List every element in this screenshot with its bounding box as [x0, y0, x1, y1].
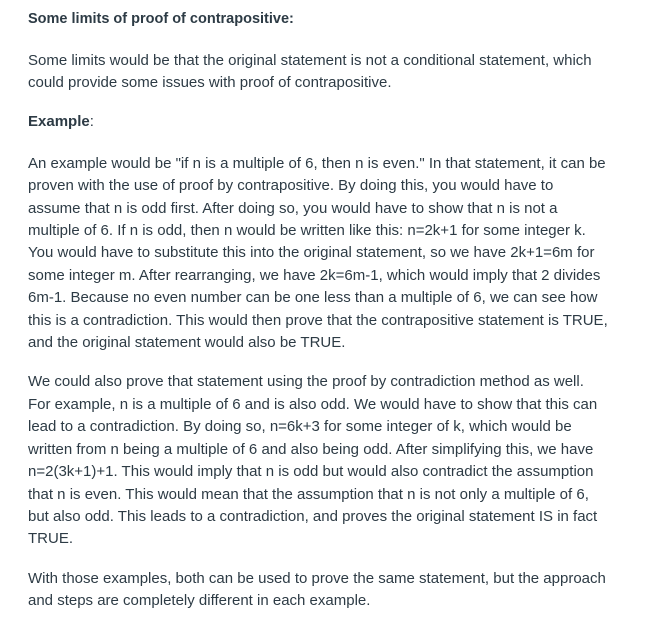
conclusion-paragraph: With those examples, both can be used to prove the same statement, but the approach and steps are completely different in each example. [28, 569, 606, 610]
example-paragraph-contradiction: We could also prove that statement using the proof by contradiction method as well. For example, n is a multiple of 6 and is also odd. We would have to show that this can lead to a contradiction. By doing so, n=6k+3 for some integer of k, which would be written from n being a multiple of 6 and also being odd. After simplifying this, we have n=2(3k+1)+1. This would imply that n is odd but would also contradict the assumption that n is even. This would mean that the assumption that n is not only a multiple of 6, but also odd. This leads to a contradiction, and proves the original statement IS in fact TRUE. [28, 373, 598, 548]
example-label-colon: : [89, 112, 94, 130]
example-label-text: Example [28, 112, 90, 130]
limits-paragraph: Some limits would be that the original statement is not a conditional statement, which could provide some issues with proof of contrapositive. [28, 52, 592, 92]
example-label [28, 111, 608, 133]
document-body [28, 0, 608, 613]
example-paragraph-contrapositive: An example would be "if n is a multiple of 6, then n is even." In that statement, it can be proven with the use of proof by contrapositive. By doing this, you would have to assume that n is odd first. After doing so, you would have to show that n is not a multiple of 6. If n is odd, then n would be written like this: n=2k+1 for some integer k. You would have to substitute this into the original statement, so we have 2k+1=6m for some integer m. After rearranging, we have 2k=6m-1, which would imply that 2 divides 6m-1. Because no even number can be one less than a multiple of 6, we can see how this is a contradiction. This would then prove that the contrapositive statement is TRUE, and the original statement would also be TRUE. [28, 154, 608, 352]
section-heading: Some limits of proof of contrapositive: [28, 11, 294, 27]
